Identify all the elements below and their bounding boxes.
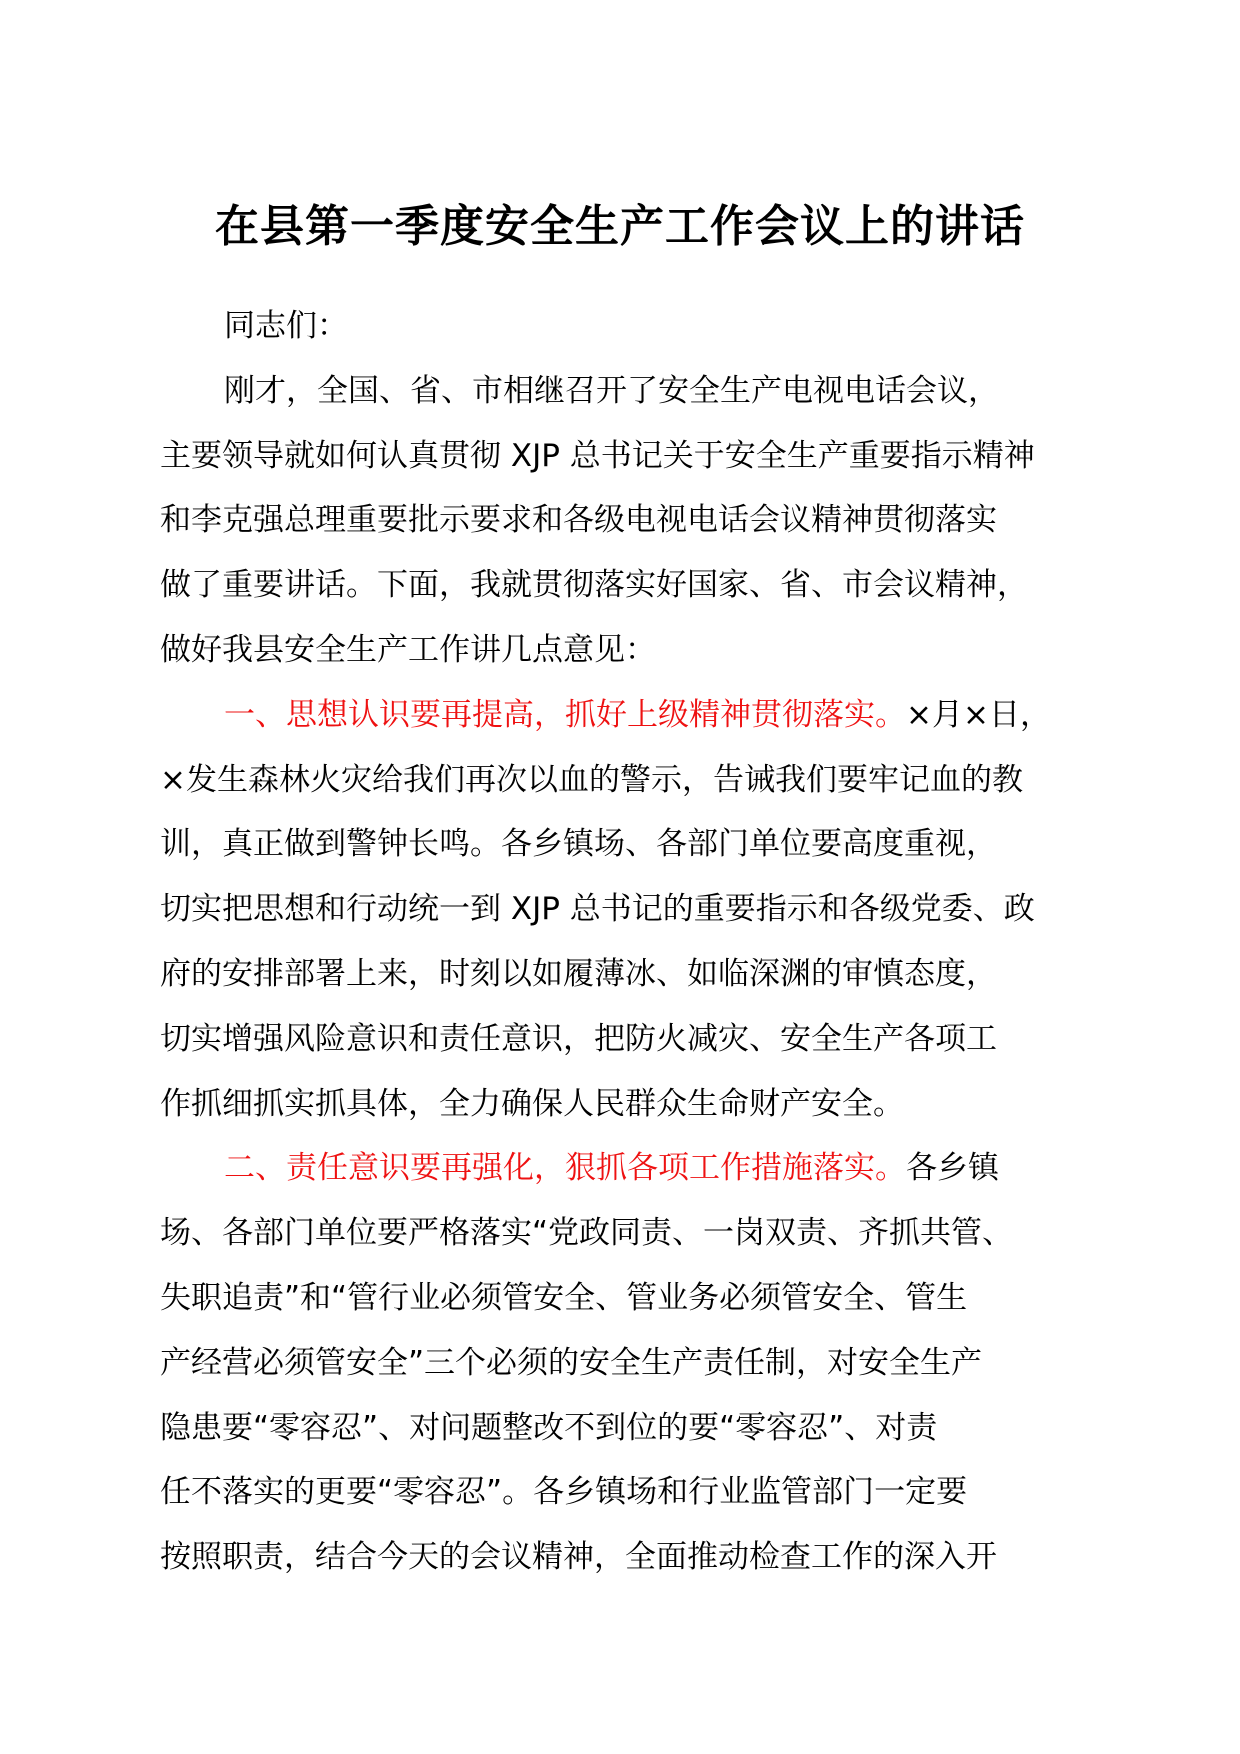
document-title: 在县第一季度安全生产工作会议上的讲话	[215, 201, 1025, 252]
section-two-heading: 二、责任意识要再强化，狠抓各项工作措施落实。	[224, 1150, 906, 1187]
section-two-first-line	[160, 1136, 1120, 1201]
paragraph-line: 切实增强风险意识和责任意识，把防火减灾、安全生产各项工	[160, 1020, 997, 1057]
paragraph-line: 府的安排部署上来，时刻以如履薄冰、如临深渊的审慎态度，	[160, 955, 997, 992]
paragraph-line: 按照职责，结合今天的会议精神，全面推动检查工作的深入开	[160, 1539, 997, 1576]
paragraph-line: 和李克强总理重要批示要求和各级电视电话会议精神贯彻落实	[160, 502, 997, 539]
section-two	[160, 1136, 1120, 1590]
paragraph-line: 失职追责”和“管行业必须管安全、管业务必须管安全、管生	[160, 1279, 968, 1316]
section-one-first-line-rest: ×月×日，	[906, 696, 1051, 733]
paragraph-line: 训，真正做到警钟长鸣。各乡镇场、各部门单位要高度重视，	[160, 826, 997, 863]
section-one-heading: 一、思想认识要再提高，抓好上级精神贯彻落实。	[224, 696, 906, 733]
section-two-first-line-rest: 各乡镇	[906, 1150, 999, 1187]
paragraph-intro	[160, 359, 1120, 683]
salutation: 同志们：	[224, 308, 348, 344]
paragraph-line: 作抓细抓实抓具体，全力确保人民群众生命财产安全。	[160, 1085, 904, 1122]
paragraph-line: 任不落实的更要“零容忍”。各乡镇场和行业监管部门一定要	[160, 1474, 968, 1511]
paragraph-line: 隐患要“零容忍”、对问题整改不到位的要“零容忍”、对责	[160, 1409, 938, 1446]
section-one-first-line	[160, 683, 1120, 748]
paragraph-line: 做好我县安全生产工作讲几点意见：	[160, 631, 656, 668]
paragraph-line: 切实把思想和行动统一到 XJP 总书记的重要指示和各级党委、政	[160, 891, 1035, 928]
paragraph-line: ×发生森林火灾给我们再次以血的警示，告诫我们要牢记血的教	[160, 761, 1023, 798]
paragraph-line: 做了重要讲话。下面，我就贯彻落实好国家、省、市会议精神，	[160, 567, 1028, 604]
document-body	[160, 294, 1120, 1590]
section-one	[160, 683, 1120, 1137]
paragraph-line: 主要领导就如何认真贯彻 XJP 总书记关于安全生产重要指示精神	[160, 437, 1035, 474]
paragraph-line: 场、各部门单位要严格落实“党政同责、一岗双责、齐抓共管、	[160, 1215, 1014, 1252]
paragraph-line: 刚才，全国、省、市相继召开了安全生产电视电话会议，	[224, 372, 999, 409]
paragraph-line: 产经营必须管安全”三个必须的安全生产责任制，对安全生产	[160, 1344, 983, 1381]
